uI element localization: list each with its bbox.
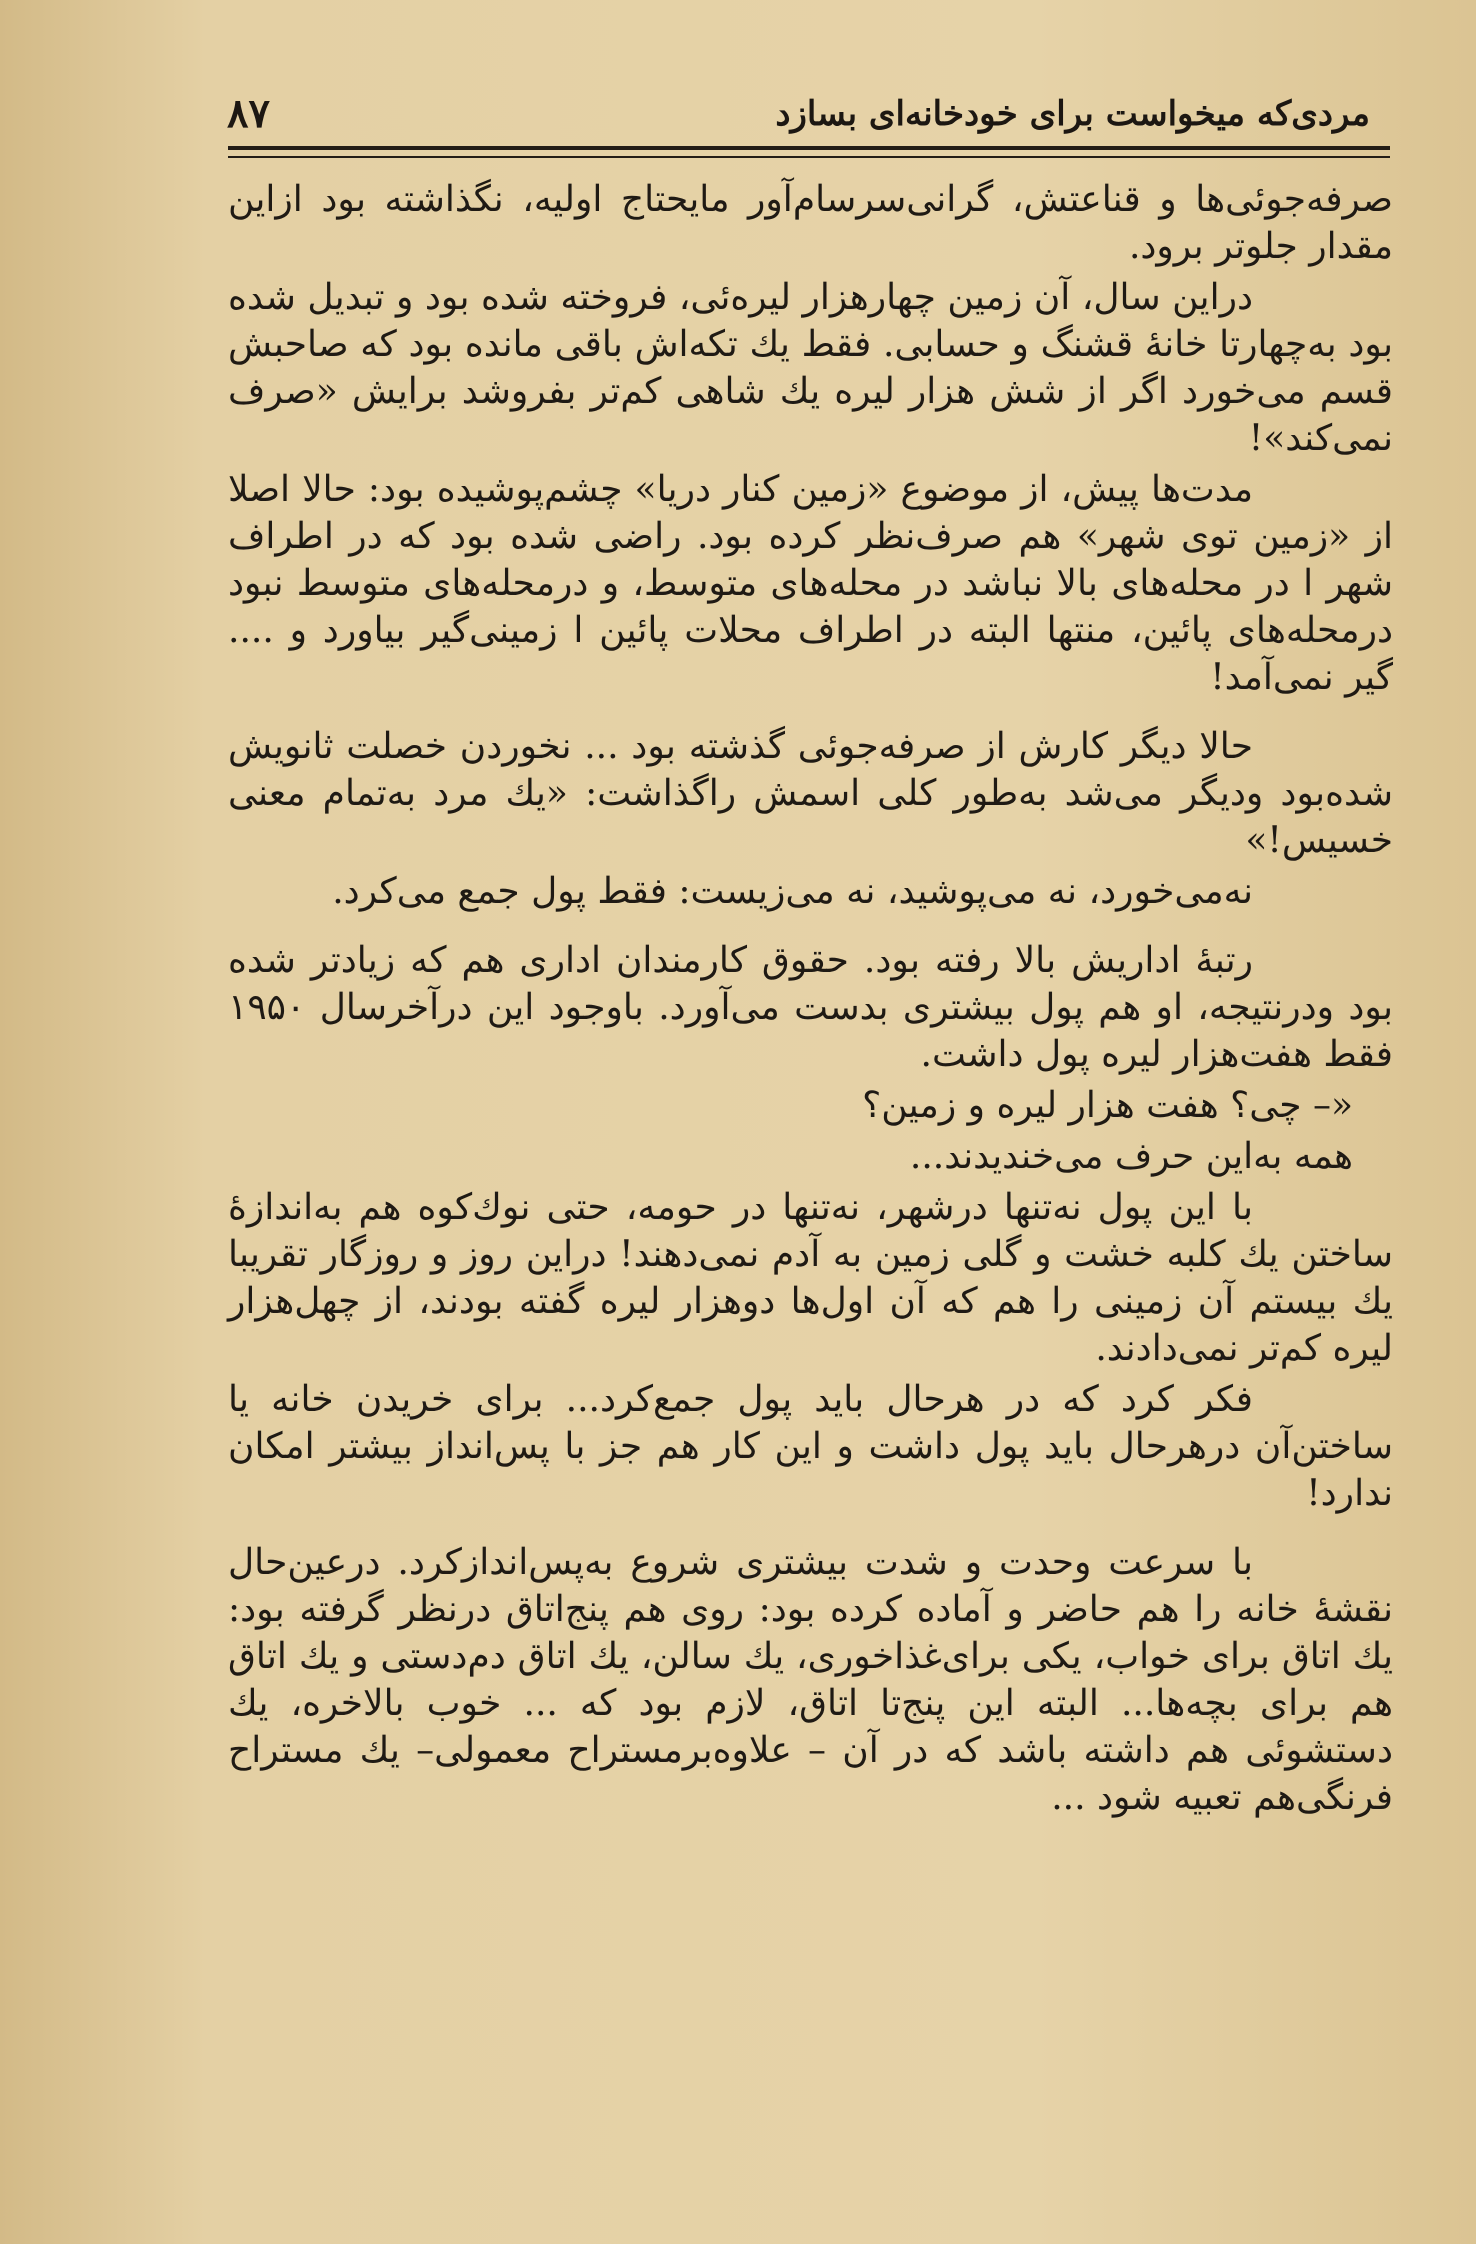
paragraph-1: صرفه‌جوئی‌ها و قناعتش، گرانی‌سرسام‌آور مایحتاج اولیه، نگذاشته بود ازاین مقدار جلوتر برود. — [228, 179, 1393, 267]
paragraph-9: با این پول نه‌تنها درشهر، نه‌تنها در حومه، حتی نوك‌کوه هم به‌اندازهٔ ساختن یك کلبه خشت و گلی زمین به آدم نمی‌دهند! دراین روز و روزگار تقریبا یك بیستم آن زمینی را هم که آن اول‌ها دوهزار لیره گفته بودند، از چهل‌هزار لیره کم‌تر نمی‌دادند. — [228, 1187, 1393, 1369]
paragraph-4: حالا دیگر کارش از صرفه‌جوئی گذشته بود ... نخوردن خصلت ثانویش شده‌بود ودیگر می‌شد به‌طور کلی اسمش راگذاشت: «یك مرد به‌تمام معنی خسیس!» — [228, 726, 1393, 861]
paragraph-8: همه به‌این حرف می‌خندیدند... — [909, 1136, 1353, 1177]
body-text — [228, 176, 1393, 1825]
page-header — [215, 90, 1390, 150]
paragraph-5: نه‌می‌خورد، نه می‌پوشید، نه می‌زیست: فقط پول جمع می‌کرد. — [332, 871, 1253, 912]
paragraph-3: مدت‌ها پیش، از موضوع «زمین کنار دریا» چشم‌پوشیده بود: حالا اصلا از «زمین توی شهر» هم صرف‌نظر کرده بود. راضی شده بود که در اطراف شهر ا در محله‌های بالا نباشد در محله‌های متوسط، و درمحله‌های متوسط نبود درمحله‌های پائین، منتها البته در اطراف محلات پائین ا زمینی‌گیر بیاورد و .... گیر نمی‌آمد! — [228, 469, 1393, 698]
header-rule-thick — [228, 146, 1390, 150]
paragraph-7: «– چی؟ هفت هزار لیره و زمین؟ — [862, 1085, 1353, 1126]
paragraph-10: فکر کرد که در هرحال باید پول جمع‌کرد... برای خریدن خانه یا ساختن‌آن درهرحال باید پول داشت و این کار هم جز با پس‌انداز بیشتر امکان ندارد! — [228, 1379, 1393, 1514]
header-rule-thin — [228, 156, 1390, 158]
paragraph-11: با سرعت وحدت و شدت بیشتری شروع به‌پس‌اندازکرد. درعین‌حال نقشهٔ خانه را هم حاضر و آماده کرده بود: روی هم پنج‌اتاق درنظر گرفته بود: یك اتاق برای خواب، یکی برای‌غذاخوری، یك سالن، یك اتاق دم‌دستی و یك اتاق هم برای بچه‌ها... البته این پنج‌تا اتاق، لازم بود که ... خوب بالاخره، یك دستشوئی هم داشته باشد که در آن – علاوه‌برمستراح معمولی– یك مستراح فرنگی‌هم تعبیه شود ... — [228, 1542, 1394, 1818]
page-number: ۸۷ — [227, 90, 270, 137]
paragraph-6: رتبهٔ اداریش بالا رفته بود. حقوق کارمندان اداری هم که زیادتر شده بود ودرنتیجه، او هم پول بیشتری بدست می‌آورد. باوجود این درآخرسال ۱۹۵۰ فقط هفت‌هزار لیره پول داشت. — [228, 940, 1393, 1075]
running-title: مردی‌که میخواست برای خودخانه‌ای بسازد — [775, 94, 1370, 134]
paragraph-2: دراین سال، آن زمین چهارهزار لیره‌ئی، فروخته شده بود و تبدیل شده بود به‌چهارتا خانهٔ قشنگ و حسابی. فقط یك تکه‌اش باقی مانده بود که صاحبش قسم می‌خورد اگر از شش هزار لیره یك شاهی کم‌تر بفروشد برایش «صرف نمی‌کند»! — [228, 277, 1393, 459]
